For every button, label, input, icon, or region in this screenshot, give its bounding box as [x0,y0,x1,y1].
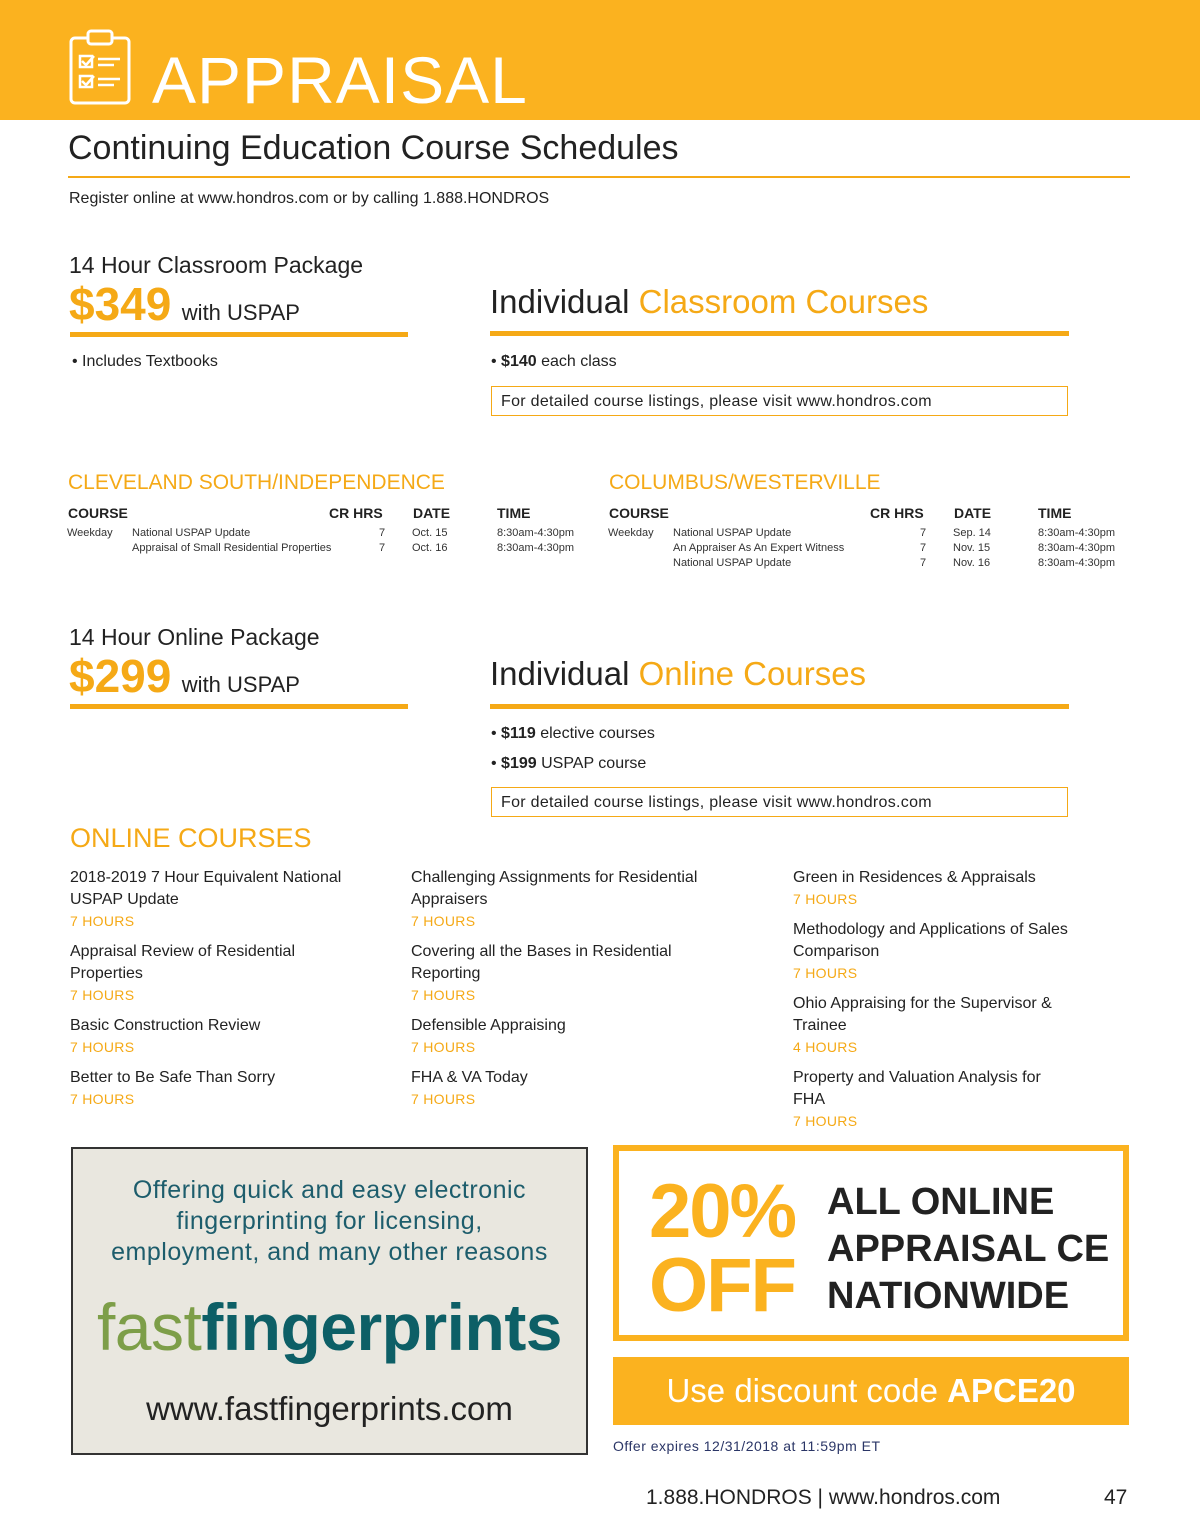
course-name: Better to Be Safe Than Sorry [70,1069,276,1086]
columbus-row-3-course: National USPAP Update [673,557,792,569]
course-hours: 7 HOURS [70,1091,135,1107]
individual-online-title [490,654,866,694]
classroom-package-title: 14 Hour Classroom Package [69,252,364,278]
page-subtitle: Continuing Education Course Schedules [68,129,679,167]
individual-online-rule [490,704,1069,709]
fastfingerprints-ad[interactable] [71,1147,588,1455]
cleveland-row-1-date: Oct. 15 [412,527,448,539]
online-courses-column-3 [793,867,1133,1141]
course-hours: 7 HOURS [793,965,858,981]
discount-line-3: NATIONWIDE [827,1275,1070,1317]
columbus-row-2-time: 8:30am-4:30pm [1038,542,1116,554]
footer-contact: 1.888.HONDROS | www.hondros.com [646,1486,1001,1509]
columbus-row-3-date: Nov. 16 [953,557,991,569]
columbus-header-cr-hrs: CR HRS [870,505,924,521]
online-courses-column-1 [70,867,410,1119]
tagline-line-2: fingerprinting for licensing, [176,1207,483,1235]
cleveland-header-date: DATE [413,505,451,521]
discount-line-1: ALL ONLINE [827,1181,1055,1223]
course-hours: 7 HOURS [70,1039,135,1055]
cleveland-row-2-course: Appraisal of Small Residential Properties [132,542,332,554]
online-courses-column-2 [411,867,751,1119]
course-hours: 4 HOURS [793,1039,858,1055]
online-uspap-price: $199 [501,755,537,772]
columbus-row-1-time: 8:30am-4:30pm [1038,527,1116,539]
course-name: Methodology and Applications of Sales Comparison [793,921,1068,960]
offer-expiration: Offer expires 12/31/2018 at 11:59pm ET [613,1438,881,1454]
classroom-package-bullet: • Includes Textbooks [72,353,218,370]
columbus-row-1-course: National USPAP Update [673,527,792,539]
columbus-row-1-date: Sep. 14 [953,527,991,539]
course-hours: 7 HOURS [411,1091,476,1107]
classroom-package-with: with USPAP [181,300,300,325]
logo-fingerprints: fingerprints [201,1290,563,1364]
tagline-line-3: employment, and many other reasons [111,1238,548,1266]
course-hours: 7 HOURS [411,987,476,1003]
classroom-package-price: $349 [69,278,172,330]
online-visit-link[interactable]: For detailed course listings, please visit www.hondros.com [491,787,1068,817]
course-item [411,1067,751,1109]
columbus-row-2-hrs: 7 [920,542,927,554]
discount-description [827,1179,1109,1320]
course-item [70,1015,410,1057]
course-hours: 7 HOURS [411,913,476,929]
course-hours: 7 HOURS [411,1039,476,1055]
cleveland-title: CLEVELAND SOUTH/INDEPENDENCE [68,471,445,494]
individual-classroom-rule [490,331,1069,336]
course-hours: 7 HOURS [793,891,858,907]
course-name: FHA & VA Today [411,1069,528,1086]
course-item [70,1067,410,1109]
individual-online-title-highlight: Online Courses [638,655,867,692]
columbus-row-2-course: An Appraiser As An Expert Witness [673,542,845,554]
columbus-header-course: COURSE [609,505,669,521]
individual-classroom-title-plain: Individual [490,283,639,320]
clipboard-checklist-icon [68,28,132,106]
cleveland-header-cr-hrs: CR HRS [329,505,383,521]
discount-code-text: Use discount code [666,1372,948,1409]
columbus-row-1-hrs: 7 [920,527,927,539]
cleveland-header-time: TIME [497,505,531,521]
discount-ad [613,1145,1129,1341]
tagline-line-1: Offering quick and easy electronic [132,1176,527,1204]
page-number: 47 [1104,1486,1128,1509]
course-item [70,867,410,931]
classroom-price-bullet: • $140 each class [491,353,617,370]
logo-fast: fast [96,1290,202,1364]
register-info: Register online at www.hondros.com or by calling 1.888.HONDROS [69,190,550,207]
cleveland-row-2-date: Oct. 16 [412,542,448,554]
course-item [793,919,1133,983]
course-item [411,941,751,1005]
classroom-price: $140 [501,353,537,370]
columbus-row-3-hrs: 7 [920,557,927,569]
course-hours: 7 HOURS [70,913,135,929]
course-name: Covering all the Bases in Residential Reporting [411,943,672,982]
course-name: Green in Residences & Appraisals [793,869,1036,886]
discount-percent [649,1169,796,1328]
online-uspap-rest: USPAP course [536,755,647,772]
course-hours: 7 HOURS [70,987,135,1003]
cleveland-row-2-hrs: 7 [379,542,386,554]
individual-classroom-title-highlight: Classroom Courses [638,283,929,320]
classroom-package-price-line [69,277,300,331]
cleveland-row-1-day: Weekday [67,527,113,539]
individual-classroom-title [490,282,928,322]
online-package-with: with USPAP [181,672,300,697]
online-package-price-line [69,649,300,703]
discount-code-bar [613,1357,1129,1425]
columbus-row-1-day: Weekday [608,527,654,539]
columbus-title: COLUMBUS/WESTERVILLE [609,471,881,494]
discount-line-2: APPRAISAL CE [827,1228,1110,1270]
columbus-header-time: TIME [1038,505,1072,521]
course-name: Property and Valuation Analysis for FHA [793,1069,1041,1108]
course-name: Basic Construction Review [70,1017,261,1034]
individual-online-title-plain: Individual [490,655,639,692]
fastfingerprints-url[interactable]: www.fastfingerprints.com [146,1390,513,1427]
discount-code: APCE20 [947,1372,1076,1409]
discount-off: OFF [649,1243,795,1328]
columbus-header-date: DATE [954,505,992,521]
cleveland-header-course: COURSE [68,505,128,521]
online-elective-rest: elective courses [535,725,655,742]
cleveland-row-1-time: 8:30am-4:30pm [497,527,575,539]
online-package-title: 14 Hour Online Package [69,624,320,650]
columbus-row-2-date: Nov. 15 [953,542,991,554]
columbus-row-3-time: 8:30am-4:30pm [1038,557,1116,569]
classroom-price-rest: each class [536,353,617,370]
online-courses-title: ONLINE COURSES [70,823,312,853]
fastfingerprints-tagline [73,1175,586,1268]
subtitle-divider [68,176,1130,178]
cleveland-row-1-hrs: 7 [379,527,386,539]
cleveland-row-1-course: National USPAP Update [132,527,251,539]
online-elective-bullet: • $119 elective courses [491,725,655,742]
course-item [793,867,1133,909]
course-name: Challenging Assignments for Residential Appraisers [411,869,698,908]
course-name: Defensible Appraising [411,1017,566,1034]
classroom-visit-link[interactable]: For detailed course listings, please visit www.hondros.com [491,386,1068,416]
online-package-rule [70,704,408,709]
course-name: 2018-2019 7 Hour Equivalent National USPAP Update [70,869,342,908]
course-name: Ohio Appraising for the Supervisor & Trainee [793,995,1052,1034]
online-elective-price: $119 [501,725,536,742]
classroom-package-rule [70,332,408,337]
online-uspap-bullet: • $199 USPAP course [491,755,647,772]
discount-percent-value: 20% [649,1169,796,1254]
course-item [793,1067,1133,1131]
fastfingerprints-logo [73,1287,586,1367]
course-item [411,867,751,931]
cleveland-row-2-time: 8:30am-4:30pm [497,542,575,554]
course-item [411,1015,751,1057]
header-title: APPRAISAL [152,43,528,117]
course-item [793,993,1133,1057]
online-package-price: $299 [69,650,172,702]
course-name: Appraisal Review of Residential Properties [70,943,295,982]
course-item [70,941,410,1005]
course-hours: 7 HOURS [793,1113,858,1129]
